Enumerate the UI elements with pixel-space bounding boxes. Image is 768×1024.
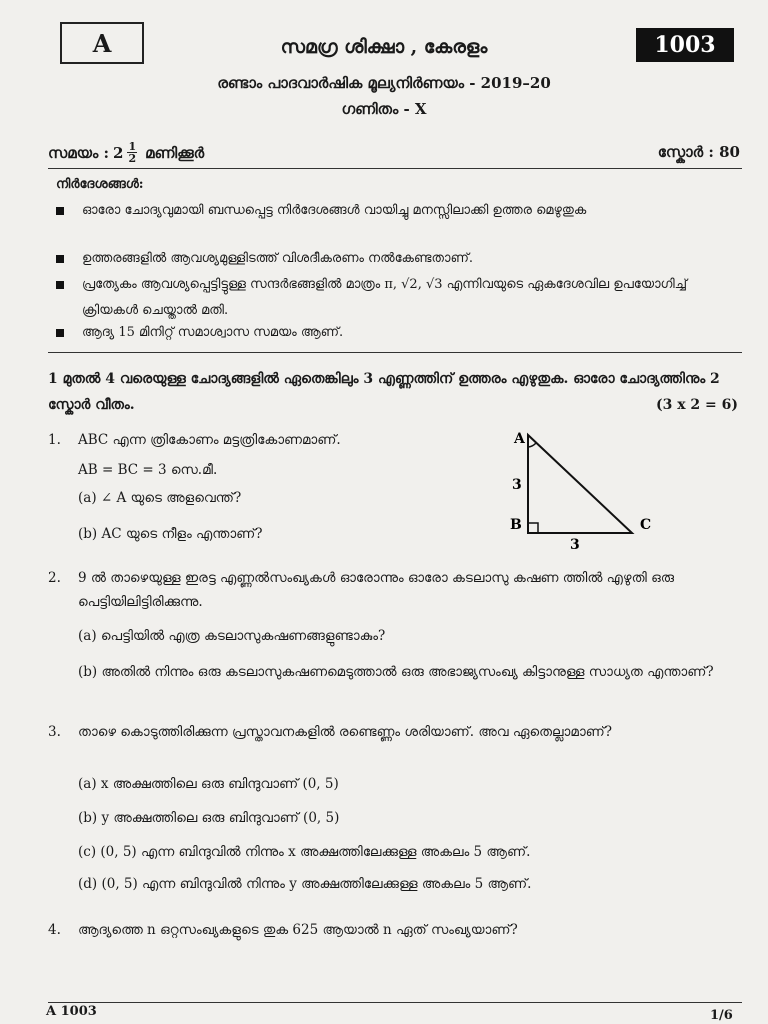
total-score: സ്കോർ : 80: [657, 143, 740, 161]
time-whole: 2: [113, 143, 124, 162]
time-fraction-den: 2: [128, 152, 137, 165]
question-text: ആദ്യത്തെ n ഒറ്റസംഖ്യകളുടെ തുക 625 ആയാൽ n ഏത് സംഖ്യയാണ്?: [78, 922, 518, 938]
question-4: [0, 918, 768, 948]
question-2-part-b: (b) അതിൽ നിന്നും ഒരു കടലാസുകഷണമെടുത്താൽ ഒരു അഭാജ്യസംഖ്യ കിട്ടാനുള്ള സാധ്യത എന്താണ്?: [78, 664, 714, 680]
angle-a-arc: [528, 443, 536, 447]
footer-code: A 1003: [46, 1004, 97, 1019]
question-number: 3.: [48, 724, 61, 740]
question-text: താഴെ കൊടുത്തിരിക്കുന്ന പ്രസ്താവനകളിൽ രണ്ടെണ്ണം ശരിയാണ്. അവ ഏതെല്ലാമാണ്?: [78, 724, 613, 740]
question-3: [0, 720, 768, 780]
question-3-part-b: (b) y അക്ഷത്തിലെ ഒരു ബിന്ദുവാണ് (0, 5): [78, 810, 340, 826]
paper-code-box: 1003: [636, 28, 734, 62]
exam-name: രണ്ടാം പാദവാർഷിക മൂല്യനിർണയം - 2019–20: [217, 74, 551, 92]
question-number: 4.: [48, 922, 61, 938]
divider-top: [48, 168, 742, 169]
instruction-item: [56, 198, 736, 224]
question-2: [0, 566, 768, 626]
vertex-a-label: A: [514, 431, 525, 447]
question-2-part-a: (a) പെട്ടിയിൽ എത്ര കടലാസുകഷണങ്ങളുണ്ടാകും?: [78, 628, 386, 644]
question-1-given: AB = BC = 3 സെ.മീ.: [78, 462, 218, 478]
question-text: 9 ൽ താഴെയുള്ള ഇരട്ട എണ്ണൽസംഖ്യകൾ ഓരോന്നും ഓരോ കടലാസു കഷണ ത്തിൽ എഴുതി ഒരു പെട്ടിയിലിട്ടിരിക്കുന്നു.: [78, 570, 675, 610]
page-title: സമഗ്ര ശിക്ഷാ , കേരളം: [280, 36, 488, 58]
right-angle-mark: [528, 523, 538, 533]
bullet-icon: [56, 207, 64, 215]
question-3-part-c: (c) (0, 5) എന്ന ബിന്ദുവിൽ നിന്നും x അക്ഷത്തിലേക്കുള്ള അകലം 5 ആണ്.: [78, 844, 531, 860]
instructions-title: നിർദേശങ്ങൾ:: [56, 177, 144, 192]
section-marks: (3 x 2 = 6): [655, 397, 738, 413]
divider-footer: [48, 1002, 742, 1003]
time-allowed: [48, 141, 204, 164]
question-1-part-b: (b) AC യുടെ നീളം എന്താണ്?: [78, 526, 263, 542]
question-number: 1.: [48, 432, 61, 448]
section-instruction: [48, 366, 738, 418]
question-1-part-a: (a) ∠ A യുടെ അളവെന്ത്?: [78, 490, 242, 506]
side-bc-label: 3: [570, 537, 580, 550]
instruction-text: ഉത്തരങ്ങളിൽ ആവശ്യമുള്ളിടത്ത് വിശദീകരണം നൽകേണ്ടതാണ്.: [82, 251, 474, 266]
question-number: 2.: [48, 570, 61, 586]
time-fraction-num: 1: [128, 140, 137, 153]
subject-name: ഗണിതം - X: [341, 100, 427, 118]
bullet-icon: [56, 255, 64, 263]
vertex-b-label: B: [510, 517, 522, 533]
question-3-part-a: (a) x അക്ഷത്തിലെ ഒരു ബിന്ദുവാണ് (0, 5): [78, 776, 339, 792]
time-label: സമയം :: [48, 143, 110, 162]
time-fraction: [127, 141, 137, 164]
set-label-box: A: [60, 22, 144, 64]
instruction-text: ഓരോ ചോദ്യവുമായി ബന്ധപ്പെട്ട നിർദേശങ്ങൾ വായിച്ചു മനസ്സിലാക്കി ഉത്തര മെഴുതുക: [82, 203, 587, 218]
instruction-item: [56, 272, 736, 324]
triangle-shape: [528, 435, 632, 533]
instruction-text: പ്രത്യേകം ആവശ്യപ്പെട്ടിട്ടുള്ള സന്ദർഭങ്ങളിൽ മാത്രം π, √2, √3 എന്നിവയുടെ ഏകദേശവില ഉപയോഗിച്ച് ക്രിയകൾ ചെയ്താൽ മതി.: [82, 277, 687, 318]
time-unit: മണിക്കൂർ: [145, 143, 205, 162]
instruction-item: [56, 320, 736, 346]
question-text: ABC എന്ന ത്രികോണം മട്ടത്രികോണമാണ്.: [78, 432, 341, 448]
page-number: 1/6: [710, 1008, 733, 1023]
bullet-icon: [56, 281, 64, 289]
right-triangle-figure: [500, 425, 670, 550]
vertex-c-label: C: [640, 517, 652, 533]
bullet-icon: [56, 329, 64, 337]
section-text: 1 മുതൽ 4 വരെയുള്ള ചോദ്യങ്ങളിൽ ഏതെങ്കിലും 3 എണ്ണത്തിന് ഉത്തരം എഴുതുക. ഓരോ ചോദ്യത്തിനും 2 സ്കോർ വീതം.: [48, 371, 720, 413]
instruction-item: [56, 246, 736, 272]
question-3-part-d: (d) (0, 5) എന്ന ബിന്ദുവിൽ നിന്നും y അക്ഷത്തിലേക്കുള്ള അകലം 5 ആണ്.: [78, 876, 532, 892]
divider-section: [48, 352, 742, 353]
side-ab-label: 3: [512, 477, 522, 493]
instruction-text: ആദ്യ 15 മിനിറ്റ് സമാശ്വാസ സമയം ആണ്.: [82, 325, 344, 340]
